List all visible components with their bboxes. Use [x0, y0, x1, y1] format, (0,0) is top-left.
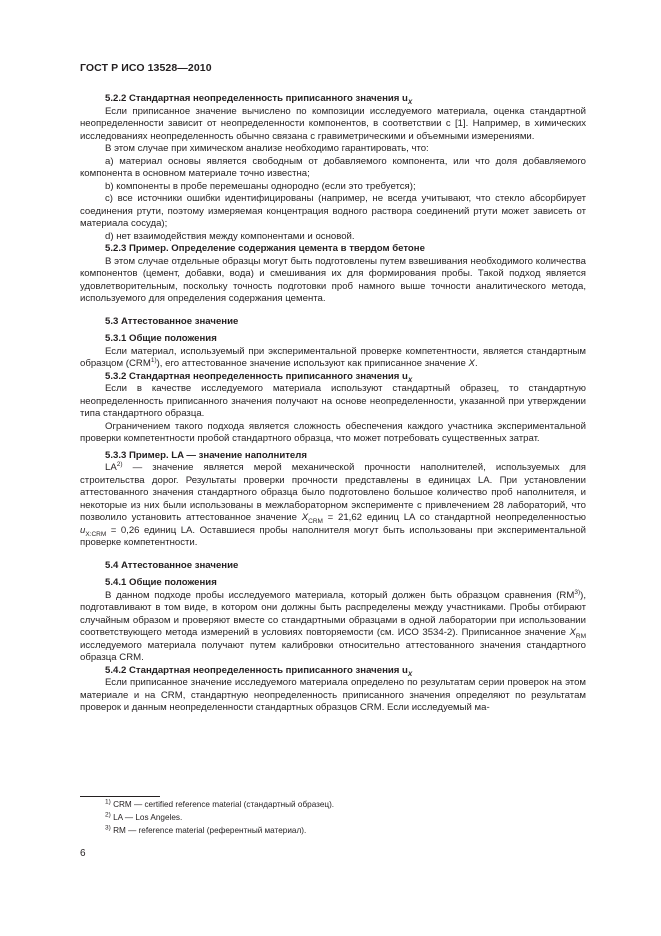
heading-5-4: 5.4 Аттестованное значение — [105, 559, 239, 571]
footnote: $^{2)}$ LA — Los Angeles. — [105, 811, 183, 822]
list-item: c) все источники ошибки идентифицированы (например, не всегда учитывают, что стекло абсорбирует соединения ртути, поэтому измеряемая концентрация водного раствора соединений ртути может зависеть от материала сосуда); — [80, 193, 586, 229]
heading-5-2-3: 5.2.3 Пример. Определение содержания цемента в твердом бетоне — [105, 243, 425, 254]
footnote: $^{1)}$ CRM — certified reference material (стандартный образец). — [105, 798, 335, 809]
paragraph: Если приписанное значение вычислено по композиции исследуемого материала, оценка стандартной неопределенности зависит от неопределенности компонентов, в соответствии с [1]. Например, в химических исследованиях неопределенность обычно связана с гравиметрическими и объемными измерениями. — [80, 105, 586, 142]
footnote-separator — [80, 796, 160, 797]
heading-5-3-2: 5.3.2 Стандартная неопределенность приписанного значения $u_X$ — [105, 370, 413, 384]
paragraph: В данном подходе пробы исследуемого материала, который должен быть образцом сравнения (RM$^{3)}$), подготавливают в том виде, в котором они должны быть распределены между участниками. Пробы отбирают случайным образом и проверяют вместе со стандартными образцами в одной лаборатории при использовании соответствующего метода измерений в условиях повторяемости (см. ИСО 3534-2). Приписанное значение $X_{RM}$ исследуемого материала получают путем калибровки относительно аттестованного значения стандартного образца CRM. — [80, 588, 586, 663]
footnote: $^{3)}$ RM — reference material (референтный материал). — [105, 824, 307, 835]
heading-5-2-2: 5.2.2 Стандартная неопределенность приписанного значения $u_X$ — [105, 93, 413, 106]
list-item: b) компоненты в пробе перемешаны однородно (если это требуется); — [105, 180, 416, 192]
page-number: 6 — [80, 848, 86, 859]
paragraph: Ограничением такого подхода является сложность обеспечения каждого участника экспериментальной проверки компетентности пробой стандартного образца, что может потребовать существенных затрат. — [80, 420, 586, 444]
paragraph: Если материал, используемый при экспериментальной проверке компетентности, является стандартным образцом (CRM$^{1)}$), его аттестованное значение используют как приписанное значение X. — [80, 345, 586, 369]
heading-5-4-1: 5.4.1 Общие положения — [105, 577, 217, 588]
paragraph: Если приписанное значение исследуемого материала определено по результатам серии проверок на этом материале и на CRM, стандартную неопределенность приписанного значения определяют по результатам проверок и данным неопределенности стандартных образцов CRM. Если исследуемый ма- — [80, 677, 586, 713]
document-header: ГОСТ Р ИСО 13528—2010 — [80, 62, 212, 74]
list-item: d) нет взаимодействия между компонентами и основой. — [105, 230, 355, 242]
paragraph: LA$^{2)}$ — значение является мерой механической прочности наполнителей, используемых для строительства дорог. Результаты проверки прочности представлены в единицах LA. При установлении аттестованного значения стандартного образца было подготовлено большое количество проб наполнителя, и некоторые из них были использованы в межлабораторном эксперименте с привлечением 28 лабораторий, что позволило установить аттестованное значение $X_{CRM} = 21,62$ единиц LA со стандартной неопределенностью $u_{X:CRM} = 0,26$ единиц LA. Оставшиеся пробы наполнителя могут быть использованы при экспериментальной проверке компетентности. — [80, 460, 586, 548]
document-body — [80, 93, 586, 715]
heading-5-3-3: 5.3.3 Пример. LA — значение наполнителя — [105, 449, 307, 461]
heading-5-4-2: 5.4.2 Стандартная неопределенность приписанного значения $u_X$ — [105, 664, 413, 678]
paragraph: Если в качестве исследуемого материала используют стандартный образец, то стандартную неопределенность приписанного значения получают на основе неопределенности, указанной при утверждении типа стандартного образца. — [80, 383, 586, 419]
paragraph: В этом случае при химическом анализе необходимо гарантировать, что: — [105, 143, 429, 154]
heading-5-3: 5.3 Аттестованное значение — [105, 315, 239, 327]
list-item: а) материал основы является свободным от добавляемого компонента, или что доля добавляемого компонента в основном материале точно известна; — [80, 155, 586, 179]
footnotes — [80, 800, 334, 839]
heading-5-3-1: 5.3.1 Общие положения — [105, 333, 217, 344]
paragraph: В этом случае отдельные образцы могут быть подготовлены путем взвешивания необходимого количества компонентов (цемент, добавки, вода) и смешивания их для формирования пробы. Такой подход является удовлетворительным, поскольку точность подготовки проб намного выше точности аналитического метода, используемого для определения содержания цемента. — [80, 255, 586, 304]
